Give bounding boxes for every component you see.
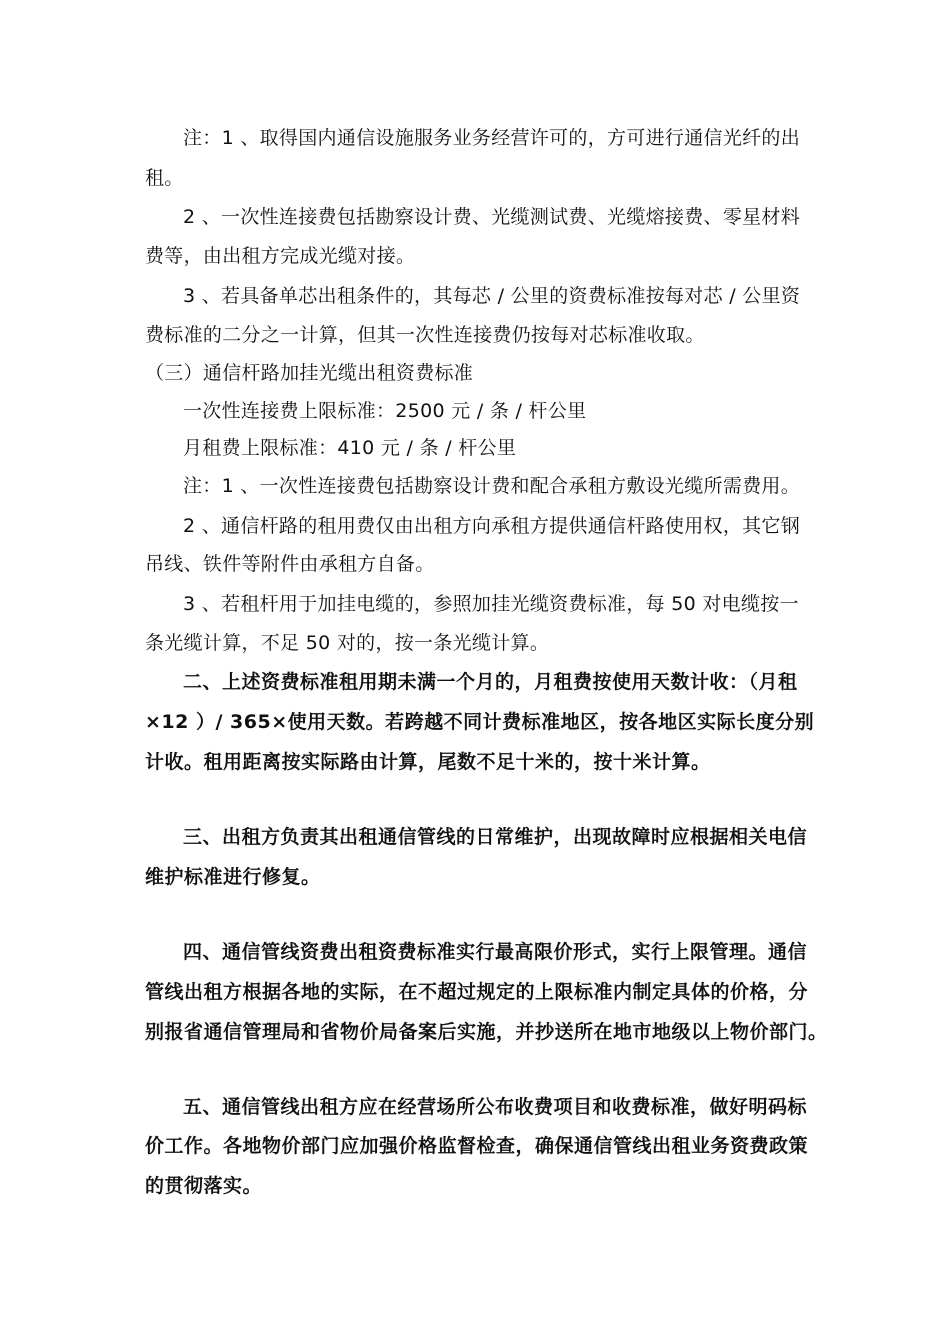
pole-note-2-line-1: 2 、通信杆路的租用费仅由出租方向承租方提供通信杆路使用权，其它钢 (183, 515, 801, 537)
monthly-fee-limit: 月租费上限标准：410 元 / 条 / 杆公里 (183, 437, 517, 459)
clause-4-line-2: 管线出租方根据各地的实际，在不超过规定的上限标准内制定具体的价格，分 (145, 981, 809, 1003)
clause-3-line-1: 三、出租方负责其出租通信管线的日常维护，出现故障时应根据相关电信 (183, 826, 808, 848)
note-2-line-1: 2 、一次性连接费包括勘察设计费、光缆测试费、光缆熔接费、零星材料 (183, 206, 801, 228)
clause-5-line-3: 的贯彻落实。 (145, 1175, 263, 1197)
clause-4-line-1: 四、通信管线资费出租资费标准实行最高限价形式，实行上限管理。通信 (183, 941, 808, 963)
pole-note-3-line-1: 3 、若租杆用于加挂电缆的，参照加挂光缆资费标准，每 50 对电缆按一 (183, 593, 799, 615)
pole-note-2-line-2: 吊线、铁件等附件由承租方自备。 (145, 553, 435, 575)
note-3-line-2: 费标准的二分之一计算，但其一次性连接费仍按每对芯标准收取。 (145, 324, 705, 346)
clause-4-line-3: 别报省通信管理局和省物价局备案后实施，并抄送所在地市地级以上物价部门。 (145, 1021, 828, 1043)
note-2-line-2: 费等，由出租方完成光缆对接。 (145, 245, 416, 267)
clause-2-line-2: ×12 ）/ 365×使用天数。若跨越不同计费标准地区，按各地区实际长度分别 (145, 711, 815, 733)
section-3-heading: （三）通信杆路加挂光缆出租资费标准 (145, 362, 474, 384)
note-1-line-1: 注：1 、取得国内通信设施服务业务经营许可的，方可进行通信光纤的出 (183, 127, 801, 149)
clause-5-line-2: 价工作。各地物价部门应加强价格监督检查，确保通信管线出租业务资费政策 (145, 1135, 809, 1157)
clause-3-line-2: 维护标准进行修复。 (145, 866, 321, 888)
pole-note-3-line-2: 条光缆计算，不足 50 对的，按一条光缆计算。 (145, 632, 550, 654)
note-3-line-1: 3 、若具备单芯出租条件的，其每芯 / 公里的资费标准按每对芯 / 公里资 (183, 285, 801, 307)
clause-5-line-1: 五、通信管线出租方应在经营场所公布收费项目和收费标准，做好明码标 (183, 1096, 808, 1118)
note-1-line-2: 租。 (145, 167, 184, 189)
connection-fee-limit: 一次性连接费上限标准：2500 元 / 条 / 杆公里 (183, 400, 587, 422)
pole-note-1: 注：1 、一次性连接费包括勘察设计费和配合承租方敷设光缆所需费用。 (183, 475, 801, 497)
clause-2-line-1: 二、上述资费标准租用期未满一个月的，月租费按使用天数计收：（月租 (183, 671, 798, 693)
clause-2-line-3: 计收。租用距离按实际路由计算，尾数不足十米的，按十米计算。 (145, 751, 711, 773)
